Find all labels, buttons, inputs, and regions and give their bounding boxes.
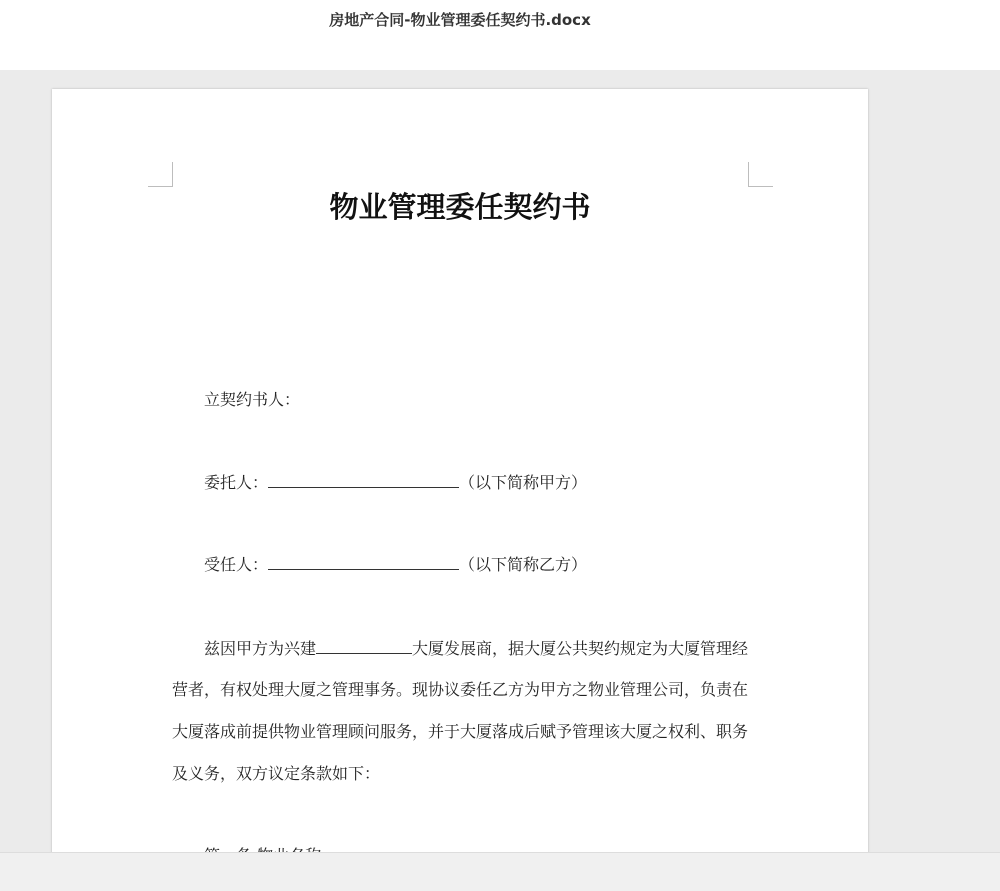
document-file-name: 房地产合同-物业管理委任契约书.docx — [329, 11, 591, 29]
margin-corner-mark — [148, 162, 173, 187]
building-blank — [316, 639, 412, 654]
title-bar — [0, 0, 1000, 70]
page-title: 物业管理委任契约书 — [329, 190, 591, 224]
agent-blank — [268, 555, 459, 570]
client-blank — [268, 473, 459, 488]
agent-label: 受任人： — [204, 555, 269, 574]
paragraph-line: 大厦落成前提供物业管理顾问服务，并于大厦落成后赋予管理该大厦之权利、职务 — [172, 722, 749, 741]
agent-line — [204, 552, 587, 575]
paragraph-line: 及义务，双方议定条款如下： — [172, 764, 381, 783]
paragraph-line — [204, 636, 748, 659]
client-line — [204, 470, 587, 493]
document-viewer[interactable] — [0, 70, 1000, 852]
status-bar — [0, 852, 1000, 891]
margin-corner-mark — [748, 162, 773, 187]
party-line — [204, 387, 300, 410]
paragraph-line: 营者，有权处理大厦之管理事务。现协议委任乙方为甲方之物业管理公司，负责在 — [172, 680, 749, 699]
client-label: 委托人： — [204, 473, 269, 492]
agent-suffix: （以下简称乙方） — [459, 555, 588, 574]
party-label: 立契约书人： — [204, 390, 301, 409]
document-page — [52, 89, 868, 889]
paragraph-text: 大厦发展商，据大厦公共契约规定为大厦管理经 — [412, 639, 749, 658]
client-suffix: （以下简称甲方） — [459, 473, 588, 492]
paragraph-prefix: 兹因甲方为兴建 — [204, 639, 317, 658]
